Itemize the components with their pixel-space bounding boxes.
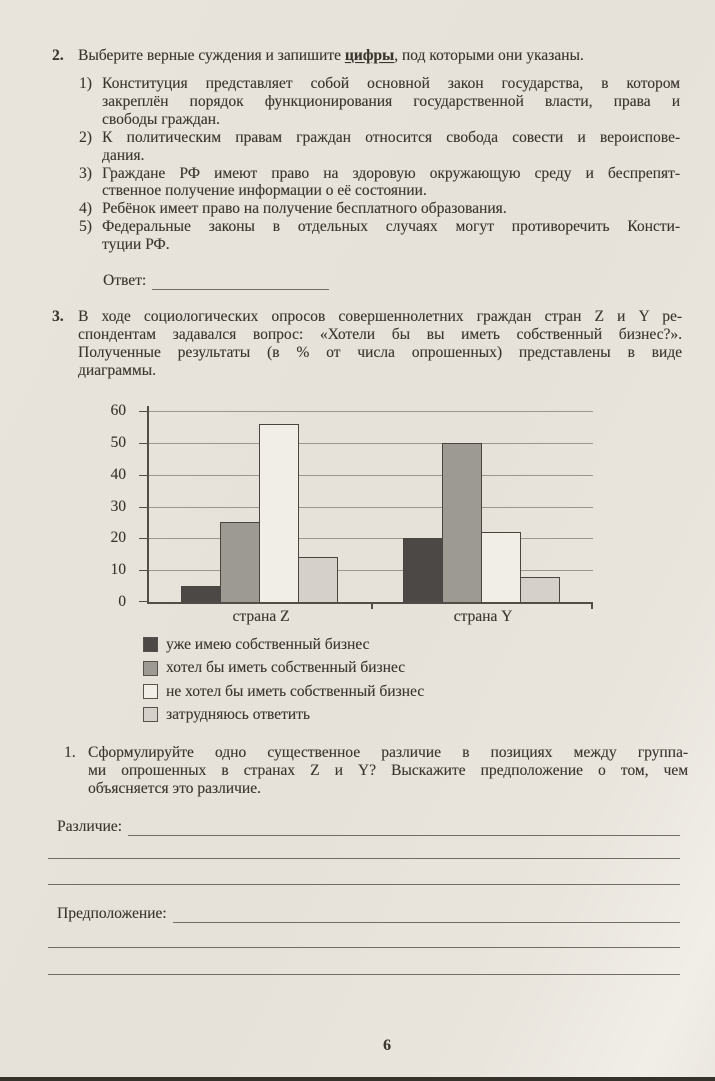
statement-item-2 bbox=[79, 129, 680, 165]
page-number: 6 bbox=[383, 1037, 391, 1054]
y-tick bbox=[139, 475, 149, 476]
answer-line bbox=[48, 974, 680, 975]
text-line: дания. bbox=[102, 146, 145, 164]
legend-label: уже имею собственный бизнес bbox=[166, 635, 370, 653]
legend-swatch bbox=[143, 707, 158, 722]
y-tick bbox=[139, 538, 149, 539]
y-axis-label: 20 bbox=[110, 529, 126, 547]
statement-text bbox=[102, 129, 680, 165]
legend-swatch bbox=[143, 637, 158, 652]
legend-label: хотел бы иметь собственный бизнес bbox=[166, 659, 406, 677]
statement-number: 5) bbox=[79, 218, 92, 236]
text-line: туции РФ. bbox=[102, 236, 170, 254]
statement-text bbox=[102, 218, 680, 254]
y-tick bbox=[139, 443, 149, 444]
legend-item bbox=[143, 680, 424, 703]
answer-line bbox=[48, 947, 680, 948]
statement-text bbox=[102, 200, 680, 218]
text-line: Полученные результаты (в % от числа опрошенных) представлены в виде bbox=[78, 343, 682, 361]
y-axis-label: 40 bbox=[110, 465, 126, 483]
statement-item-1 bbox=[79, 75, 680, 129]
legend-label: не хотел бы иметь собственный бизнес bbox=[166, 682, 425, 700]
gridline bbox=[149, 507, 593, 508]
bar-series-3 bbox=[259, 424, 299, 602]
gridline bbox=[149, 538, 593, 539]
answer-label: Ответ: bbox=[103, 272, 147, 289]
legend-label: затрудняюсь ответить bbox=[166, 705, 310, 723]
header-text-pre: Выберите верные суждения и запишите bbox=[78, 47, 345, 64]
statement-number: 3) bbox=[79, 164, 92, 182]
y-axis-label: 50 bbox=[110, 433, 126, 451]
question-2-items bbox=[79, 75, 680, 254]
gridline bbox=[149, 411, 593, 412]
question-2-number: 2. bbox=[52, 47, 64, 64]
question-2-header bbox=[78, 47, 684, 65]
text-line: Конституция представляет собой основной закон государства, в котором bbox=[102, 75, 680, 92]
y-axis-label: 60 bbox=[110, 402, 126, 419]
y-axis bbox=[90, 402, 136, 610]
assumption-row bbox=[57, 905, 680, 923]
text-line: Граждане РФ имеют право на здоровую окружающую среду и беспрепят- bbox=[102, 164, 680, 182]
bar-series-2 bbox=[442, 443, 482, 602]
legend-item bbox=[143, 633, 424, 656]
text-line: К политическим правам граждан относится свобода совести и вероиспове- bbox=[102, 128, 680, 146]
y-axis-label: 10 bbox=[110, 561, 126, 579]
chart-legend bbox=[143, 633, 424, 727]
bar-series-4 bbox=[298, 557, 338, 602]
assumption-label: Предположение: bbox=[57, 905, 167, 922]
bar-series-2 bbox=[220, 522, 260, 602]
text-line: Федеральные законы в отдельных случаях могут противоречить Консти- bbox=[102, 218, 680, 236]
text-line: закреплён порядок функционирования государственной власти, права и bbox=[102, 92, 680, 110]
bar-series-4 bbox=[520, 577, 560, 602]
difference-label: Различие: bbox=[57, 818, 122, 835]
statement-item-5 bbox=[79, 218, 680, 254]
category-label: страна Z bbox=[232, 608, 290, 625]
question-3-intro bbox=[78, 308, 682, 380]
statement-text bbox=[102, 165, 680, 201]
text-line: Сформулируйте одно существенное различие в позициях между группа- bbox=[88, 744, 688, 761]
survey-bar-chart bbox=[147, 406, 593, 625]
text-line: диаграммы. bbox=[78, 361, 156, 379]
text-line: Ребёнок имеет право на получение бесплатного образования. bbox=[102, 200, 507, 218]
text-line: объясняется это различие. bbox=[88, 779, 261, 797]
statement-number: 2) bbox=[79, 128, 92, 146]
y-tick bbox=[139, 570, 149, 571]
bar-series-1 bbox=[403, 538, 443, 602]
text-line: ственное получение информации о её состоянии. bbox=[102, 182, 427, 200]
header-text-post: , под которыми они указаны. bbox=[394, 47, 584, 64]
gridline bbox=[149, 443, 593, 444]
bar-series-3 bbox=[481, 532, 521, 602]
y-tick bbox=[139, 411, 149, 412]
legend-swatch bbox=[143, 684, 158, 699]
text-line: свободы граждан. bbox=[102, 110, 220, 128]
bar-series-1 bbox=[181, 586, 221, 602]
answer-line bbox=[48, 858, 680, 859]
category-label: страна Y bbox=[453, 608, 513, 625]
statement-text bbox=[102, 75, 680, 129]
x-tick bbox=[591, 602, 593, 609]
statement-number: 4) bbox=[79, 200, 92, 218]
legend-item bbox=[143, 703, 424, 726]
answer-blank-line bbox=[128, 819, 680, 836]
text-line: В ходе социологических опросов совершеннолетних граждан стран Z и Y ре- bbox=[78, 308, 682, 325]
legend-swatch bbox=[143, 661, 158, 676]
scan-edge bbox=[0, 1077, 715, 1081]
header-emphasis: цифры bbox=[344, 47, 395, 64]
statement-number: 1) bbox=[79, 75, 92, 92]
text-line: ми опрошенных в странах Z и Y? Выскажите предположение о том, чем bbox=[88, 761, 688, 779]
gridline bbox=[149, 570, 593, 571]
answer-row bbox=[103, 272, 329, 290]
y-axis-label: 0 bbox=[118, 593, 126, 610]
answer-line bbox=[48, 884, 680, 885]
text-line: спондентам задавался вопрос: «Хотели бы вы иметь собственный бизнес?». bbox=[78, 325, 682, 343]
y-axis-label: 30 bbox=[110, 497, 126, 515]
y-tick bbox=[139, 601, 149, 602]
answer-blank-line bbox=[152, 273, 329, 290]
sub-question-text bbox=[88, 744, 688, 798]
answer-blank-line bbox=[173, 906, 680, 923]
gridline bbox=[149, 475, 593, 476]
statement-item-4 bbox=[79, 200, 680, 218]
x-tick bbox=[371, 602, 373, 609]
legend-item bbox=[143, 656, 424, 679]
question-3-number: 3. bbox=[52, 308, 64, 325]
difference-row bbox=[57, 818, 680, 836]
y-tick bbox=[139, 507, 149, 508]
statement-item-3 bbox=[79, 165, 680, 201]
sub-question-number: 1. bbox=[64, 744, 76, 761]
